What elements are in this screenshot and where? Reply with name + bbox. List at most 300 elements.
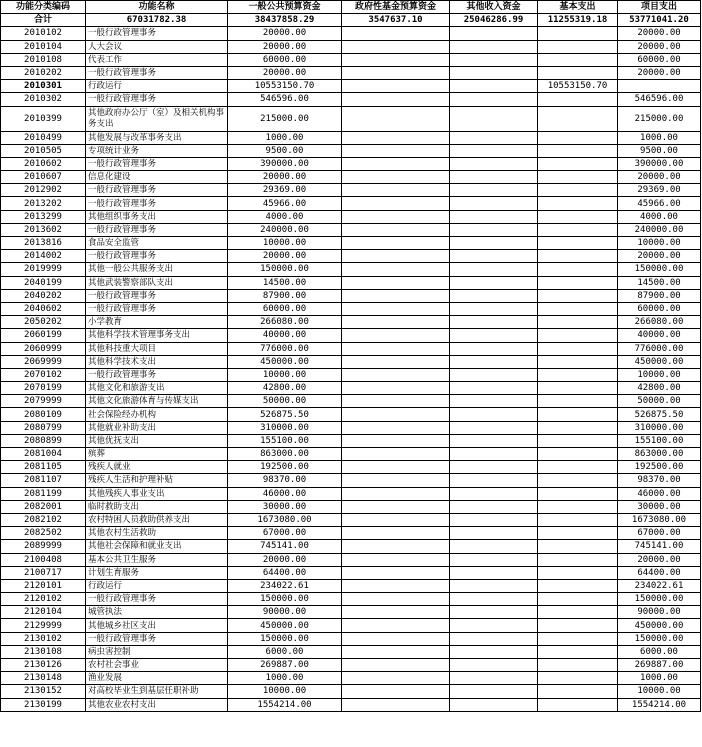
other-income-cell — [450, 448, 538, 461]
code-cell: 2070102 — [1, 368, 86, 381]
code-cell: 2060999 — [1, 342, 86, 355]
project-expense-cell: 50000.00 — [618, 395, 701, 408]
general-budget-cell: 155100.00 — [228, 434, 342, 447]
gov-fund-cell — [342, 184, 450, 197]
name-cell: 其他组织事务支出 — [86, 210, 228, 223]
other-income-cell — [450, 276, 538, 289]
code-cell: 2040602 — [1, 302, 86, 315]
other-income-cell — [450, 421, 538, 434]
project-expense-cell: 526875.50 — [618, 408, 701, 421]
project-expense-cell: 60000.00 — [618, 53, 701, 66]
name-cell: 其他文化和旅游支出 — [86, 382, 228, 395]
table-row — [1, 171, 701, 184]
gov-fund-cell — [342, 27, 450, 40]
name-cell: 一般行政管理事务 — [86, 632, 228, 645]
basic-expense-cell — [538, 302, 618, 315]
gov-fund-cell — [342, 250, 450, 263]
gov-fund-cell — [342, 329, 450, 342]
basic-expense-cell — [538, 131, 618, 144]
basic-expense-cell — [538, 93, 618, 106]
other-income-cell — [450, 632, 538, 645]
code-cell: 2080899 — [1, 434, 86, 447]
total-gov-fund: 3547637.10 — [342, 14, 450, 27]
general-budget-cell: 269887.00 — [228, 659, 342, 672]
code-cell: 2050202 — [1, 316, 86, 329]
general-budget-cell: 240000.00 — [228, 223, 342, 236]
name-cell: 一般行政管理事务 — [86, 157, 228, 170]
other-income-cell — [450, 619, 538, 632]
basic-expense-cell — [538, 487, 618, 500]
table-row — [1, 316, 701, 329]
general-budget-cell: 42800.00 — [228, 382, 342, 395]
code-cell: 2010102 — [1, 27, 86, 40]
general-budget-cell: 10000.00 — [228, 685, 342, 698]
name-cell: 一般行政管理事务 — [86, 368, 228, 381]
code-cell: 2013202 — [1, 197, 86, 210]
gov-fund-cell — [342, 223, 450, 236]
project-expense-cell: 450000.00 — [618, 355, 701, 368]
code-cell: 2130148 — [1, 672, 86, 685]
gov-fund-cell — [342, 487, 450, 500]
project-expense-cell: 20000.00 — [618, 250, 701, 263]
general-budget-cell: 9500.00 — [228, 144, 342, 157]
code-cell: 2013299 — [1, 210, 86, 223]
project-expense-cell: 90000.00 — [618, 606, 701, 619]
code-cell: 2010108 — [1, 53, 86, 66]
name-cell: 其他科学技术支出 — [86, 355, 228, 368]
table-row — [1, 329, 701, 342]
gov-fund-cell — [342, 500, 450, 513]
code-cell: 2082102 — [1, 513, 86, 526]
table-row — [1, 53, 701, 66]
other-income-cell — [450, 382, 538, 395]
name-cell: 其他优抚支出 — [86, 434, 228, 447]
table-row — [1, 395, 701, 408]
total-row — [1, 14, 701, 27]
code-cell: 2013602 — [1, 223, 86, 236]
basic-expense-cell — [538, 106, 618, 131]
basic-expense-cell — [538, 619, 618, 632]
table-row — [1, 513, 701, 526]
general-budget-cell: 192500.00 — [228, 461, 342, 474]
other-income-cell — [450, 434, 538, 447]
table-row — [1, 40, 701, 53]
gov-fund-cell — [342, 80, 450, 93]
name-cell: 代表工作 — [86, 53, 228, 66]
basic-expense-cell — [538, 606, 618, 619]
other-income-cell — [450, 342, 538, 355]
code-cell: 2013816 — [1, 237, 86, 250]
header-general-budget: 一般公共预算资金 — [228, 1, 342, 14]
general-budget-cell: 150000.00 — [228, 632, 342, 645]
table-row — [1, 250, 701, 263]
gov-fund-cell — [342, 66, 450, 79]
gov-fund-cell — [342, 632, 450, 645]
other-income-cell — [450, 540, 538, 553]
basic-expense-cell — [538, 421, 618, 434]
name-cell: 一般行政管理事务 — [86, 66, 228, 79]
general-budget-cell: 20000.00 — [228, 66, 342, 79]
other-income-cell — [450, 513, 538, 526]
general-budget-cell: 14500.00 — [228, 276, 342, 289]
basic-expense-cell — [538, 632, 618, 645]
table-row — [1, 500, 701, 513]
other-income-cell — [450, 171, 538, 184]
project-expense-cell: 6000.00 — [618, 645, 701, 658]
code-cell: 2081199 — [1, 487, 86, 500]
gov-fund-cell — [342, 448, 450, 461]
other-income-cell — [450, 474, 538, 487]
name-cell: 一般行政管理事务 — [86, 250, 228, 263]
project-expense-cell: 10000.00 — [618, 685, 701, 698]
other-income-cell — [450, 645, 538, 658]
table-row — [1, 368, 701, 381]
table-row — [1, 382, 701, 395]
gov-fund-cell — [342, 619, 450, 632]
basic-expense-cell — [538, 527, 618, 540]
basic-expense-cell — [538, 66, 618, 79]
basic-expense-cell — [538, 250, 618, 263]
table-row — [1, 593, 701, 606]
basic-expense-cell — [538, 355, 618, 368]
table-row — [1, 27, 701, 40]
code-cell: 2014002 — [1, 250, 86, 263]
table-row — [1, 106, 701, 131]
project-expense-cell: 20000.00 — [618, 66, 701, 79]
project-expense-cell: 450000.00 — [618, 619, 701, 632]
general-budget-cell: 450000.00 — [228, 355, 342, 368]
general-budget-cell: 450000.00 — [228, 619, 342, 632]
name-cell: 一般行政管理事务 — [86, 593, 228, 606]
table-row — [1, 144, 701, 157]
code-cell: 2012902 — [1, 184, 86, 197]
name-cell: 一般行政管理事务 — [86, 197, 228, 210]
name-cell: 其他武装警察部队支出 — [86, 276, 228, 289]
basic-expense-cell — [538, 316, 618, 329]
project-expense-cell: 40000.00 — [618, 329, 701, 342]
total-basic-expense: 11255319.18 — [538, 14, 618, 27]
gov-fund-cell — [342, 157, 450, 170]
basic-expense-cell — [538, 342, 618, 355]
name-cell: 人大会议 — [86, 40, 228, 53]
table-row — [1, 210, 701, 223]
gov-fund-cell — [342, 289, 450, 302]
other-income-cell — [450, 553, 538, 566]
code-cell: 2080109 — [1, 408, 86, 421]
table-row — [1, 434, 701, 447]
code-cell: 2082502 — [1, 527, 86, 540]
gov-fund-cell — [342, 144, 450, 157]
other-income-cell — [450, 316, 538, 329]
name-cell: 一般行政管理事务 — [86, 302, 228, 315]
general-budget-cell: 215000.00 — [228, 106, 342, 131]
project-expense-cell: 269887.00 — [618, 659, 701, 672]
general-budget-cell: 745141.00 — [228, 540, 342, 553]
general-budget-cell: 234022.61 — [228, 579, 342, 592]
table-row — [1, 448, 701, 461]
basic-expense-cell — [538, 645, 618, 658]
basic-expense-cell — [538, 368, 618, 381]
table-row — [1, 619, 701, 632]
basic-expense-cell — [538, 593, 618, 606]
general-budget-cell: 40000.00 — [228, 329, 342, 342]
code-cell: 2010202 — [1, 66, 86, 79]
general-budget-cell: 45966.00 — [228, 197, 342, 210]
other-income-cell — [450, 685, 538, 698]
name-cell: 其他农村生活救助 — [86, 527, 228, 540]
general-budget-cell: 50000.00 — [228, 395, 342, 408]
gov-fund-cell — [342, 606, 450, 619]
name-cell: 一般行政管理事务 — [86, 27, 228, 40]
general-budget-cell: 150000.00 — [228, 593, 342, 606]
other-income-cell — [450, 579, 538, 592]
other-income-cell — [450, 66, 538, 79]
gov-fund-cell — [342, 395, 450, 408]
code-cell: 2019999 — [1, 263, 86, 276]
gov-fund-cell — [342, 513, 450, 526]
gov-fund-cell — [342, 553, 450, 566]
basic-expense-cell — [538, 434, 618, 447]
table-row — [1, 157, 701, 170]
gov-fund-cell — [342, 40, 450, 53]
code-cell: 2130108 — [1, 645, 86, 658]
gov-fund-cell — [342, 171, 450, 184]
basic-expense-cell — [538, 685, 618, 698]
other-income-cell — [450, 289, 538, 302]
total-project-expense: 53771041.20 — [618, 14, 701, 27]
code-cell: 2010302 — [1, 93, 86, 106]
code-cell: 2120104 — [1, 606, 86, 619]
gov-fund-cell — [342, 421, 450, 434]
project-expense-cell: 87900.00 — [618, 289, 701, 302]
header-row — [1, 1, 701, 14]
name-cell: 其他科学技术管理事务支出 — [86, 329, 228, 342]
general-budget-cell: 546596.00 — [228, 93, 342, 106]
gov-fund-cell — [342, 382, 450, 395]
project-expense-cell: 192500.00 — [618, 461, 701, 474]
general-budget-cell: 150000.00 — [228, 263, 342, 276]
code-cell: 2040199 — [1, 276, 86, 289]
table-row — [1, 645, 701, 658]
general-budget-cell: 60000.00 — [228, 302, 342, 315]
project-expense-cell: 1000.00 — [618, 131, 701, 144]
general-budget-cell: 10553150.70 — [228, 80, 342, 93]
name-cell: 残疾人就业 — [86, 461, 228, 474]
project-expense-cell: 150000.00 — [618, 263, 701, 276]
name-cell: 一般行政管理事务 — [86, 289, 228, 302]
table-row — [1, 659, 701, 672]
general-budget-cell: 1000.00 — [228, 131, 342, 144]
name-cell: 其他发展与改革事务支出 — [86, 131, 228, 144]
gov-fund-cell — [342, 566, 450, 579]
basic-expense-cell — [538, 408, 618, 421]
project-expense-cell: 150000.00 — [618, 632, 701, 645]
project-expense-cell: 4000.00 — [618, 210, 701, 223]
gov-fund-cell — [342, 131, 450, 144]
table-row — [1, 302, 701, 315]
gov-fund-cell — [342, 316, 450, 329]
project-expense-cell: 14500.00 — [618, 276, 701, 289]
table-row — [1, 606, 701, 619]
name-cell: 临时救助支出 — [86, 500, 228, 513]
general-budget-cell: 30000.00 — [228, 500, 342, 513]
gov-fund-cell — [342, 210, 450, 223]
code-cell: 2120101 — [1, 579, 86, 592]
gov-fund-cell — [342, 593, 450, 606]
general-budget-cell: 64400.00 — [228, 566, 342, 579]
project-expense-cell: 20000.00 — [618, 40, 701, 53]
other-income-cell — [450, 157, 538, 170]
other-income-cell — [450, 144, 538, 157]
table-row — [1, 672, 701, 685]
project-expense-cell: 98370.00 — [618, 474, 701, 487]
code-cell: 2070199 — [1, 382, 86, 395]
table-row — [1, 263, 701, 276]
code-cell: 2081004 — [1, 448, 86, 461]
table-row — [1, 80, 701, 93]
project-expense-cell: 10000.00 — [618, 237, 701, 250]
general-budget-cell: 1000.00 — [228, 672, 342, 685]
basic-expense-cell — [538, 698, 618, 711]
code-cell: 2089999 — [1, 540, 86, 553]
general-budget-cell: 90000.00 — [228, 606, 342, 619]
code-cell: 2069999 — [1, 355, 86, 368]
name-cell: 其他社会保障和就业支出 — [86, 540, 228, 553]
basic-expense-cell — [538, 289, 618, 302]
code-cell: 2010301 — [1, 80, 86, 93]
gov-fund-cell — [342, 540, 450, 553]
general-budget-cell: 390000.00 — [228, 157, 342, 170]
other-income-cell — [450, 40, 538, 53]
project-expense-cell: 776000.00 — [618, 342, 701, 355]
other-income-cell — [450, 672, 538, 685]
gov-fund-cell — [342, 276, 450, 289]
name-cell: 信息化建设 — [86, 171, 228, 184]
project-expense-cell: 46000.00 — [618, 487, 701, 500]
project-expense-cell — [618, 80, 701, 93]
name-cell: 行政运行 — [86, 579, 228, 592]
table-row — [1, 276, 701, 289]
code-cell: 2010399 — [1, 106, 86, 131]
table-row — [1, 487, 701, 500]
project-expense-cell: 240000.00 — [618, 223, 701, 236]
basic-expense-cell — [538, 210, 618, 223]
table-row — [1, 408, 701, 421]
basic-expense-cell: 10553150.70 — [538, 80, 618, 93]
code-cell: 2130102 — [1, 632, 86, 645]
name-cell: 城管执法 — [86, 606, 228, 619]
other-income-cell — [450, 223, 538, 236]
code-cell: 2100717 — [1, 566, 86, 579]
project-expense-cell: 64400.00 — [618, 566, 701, 579]
other-income-cell — [450, 698, 538, 711]
basic-expense-cell — [538, 659, 618, 672]
name-cell: 农村社会事业 — [86, 659, 228, 672]
name-cell: 对高校毕业生到基层任职补助 — [86, 685, 228, 698]
project-expense-cell: 863000.00 — [618, 448, 701, 461]
name-cell: 计划生育服务 — [86, 566, 228, 579]
gov-fund-cell — [342, 342, 450, 355]
header-code: 功能分类编码 — [1, 1, 86, 14]
table-row — [1, 553, 701, 566]
general-budget-cell: 46000.00 — [228, 487, 342, 500]
other-income-cell — [450, 237, 538, 250]
name-cell: 基本公共卫生服务 — [86, 553, 228, 566]
gov-fund-cell — [342, 698, 450, 711]
code-cell: 2010505 — [1, 144, 86, 157]
code-cell: 2081105 — [1, 461, 86, 474]
project-expense-cell: 745141.00 — [618, 540, 701, 553]
general-budget-cell: 98370.00 — [228, 474, 342, 487]
gov-fund-cell — [342, 93, 450, 106]
total-other-income: 25046286.99 — [450, 14, 538, 27]
project-expense-cell: 150000.00 — [618, 593, 701, 606]
project-expense-cell: 310000.00 — [618, 421, 701, 434]
code-cell: 2010602 — [1, 157, 86, 170]
general-budget-cell: 20000.00 — [228, 250, 342, 263]
general-budget-cell: 6000.00 — [228, 645, 342, 658]
general-budget-cell: 20000.00 — [228, 553, 342, 566]
general-budget-cell: 87900.00 — [228, 289, 342, 302]
table-row — [1, 237, 701, 250]
gov-fund-cell — [342, 355, 450, 368]
table-row — [1, 421, 701, 434]
name-cell: 其他政府办公厅（室）及相关机构事务支出 — [86, 106, 228, 131]
code-cell: 2100408 — [1, 553, 86, 566]
table-row — [1, 632, 701, 645]
project-expense-cell: 9500.00 — [618, 144, 701, 157]
name-cell: 渔业发展 — [86, 672, 228, 685]
code-cell: 2130152 — [1, 685, 86, 698]
basic-expense-cell — [538, 263, 618, 276]
gov-fund-cell — [342, 685, 450, 698]
gov-fund-cell — [342, 368, 450, 381]
name-cell: 一般行政管理事务 — [86, 184, 228, 197]
general-budget-cell: 20000.00 — [228, 40, 342, 53]
basic-expense-cell — [538, 171, 618, 184]
gov-fund-cell — [342, 263, 450, 276]
project-expense-cell: 390000.00 — [618, 157, 701, 170]
basic-expense-cell — [538, 553, 618, 566]
other-income-cell — [450, 408, 538, 421]
basic-expense-cell — [538, 276, 618, 289]
table-row — [1, 342, 701, 355]
other-income-cell — [450, 329, 538, 342]
basic-expense-cell — [538, 27, 618, 40]
basic-expense-cell — [538, 579, 618, 592]
other-income-cell — [450, 368, 538, 381]
general-budget-cell: 310000.00 — [228, 421, 342, 434]
general-budget-cell: 29369.00 — [228, 184, 342, 197]
name-cell: 其他科技重大项目 — [86, 342, 228, 355]
gov-fund-cell — [342, 579, 450, 592]
gov-fund-cell — [342, 474, 450, 487]
project-expense-cell: 215000.00 — [618, 106, 701, 131]
other-income-cell — [450, 527, 538, 540]
other-income-cell — [450, 80, 538, 93]
gov-fund-cell — [342, 197, 450, 210]
gov-fund-cell — [342, 645, 450, 658]
project-expense-cell: 20000.00 — [618, 171, 701, 184]
header-basic-expense: 基本支出 — [538, 1, 618, 14]
table-row — [1, 184, 701, 197]
other-income-cell — [450, 106, 538, 131]
name-cell: 其他农业农村支出 — [86, 698, 228, 711]
total-amount: 67031782.38 — [86, 14, 228, 27]
general-budget-cell: 60000.00 — [228, 53, 342, 66]
name-cell: 一般行政管理事务 — [86, 223, 228, 236]
basic-expense-cell — [538, 566, 618, 579]
